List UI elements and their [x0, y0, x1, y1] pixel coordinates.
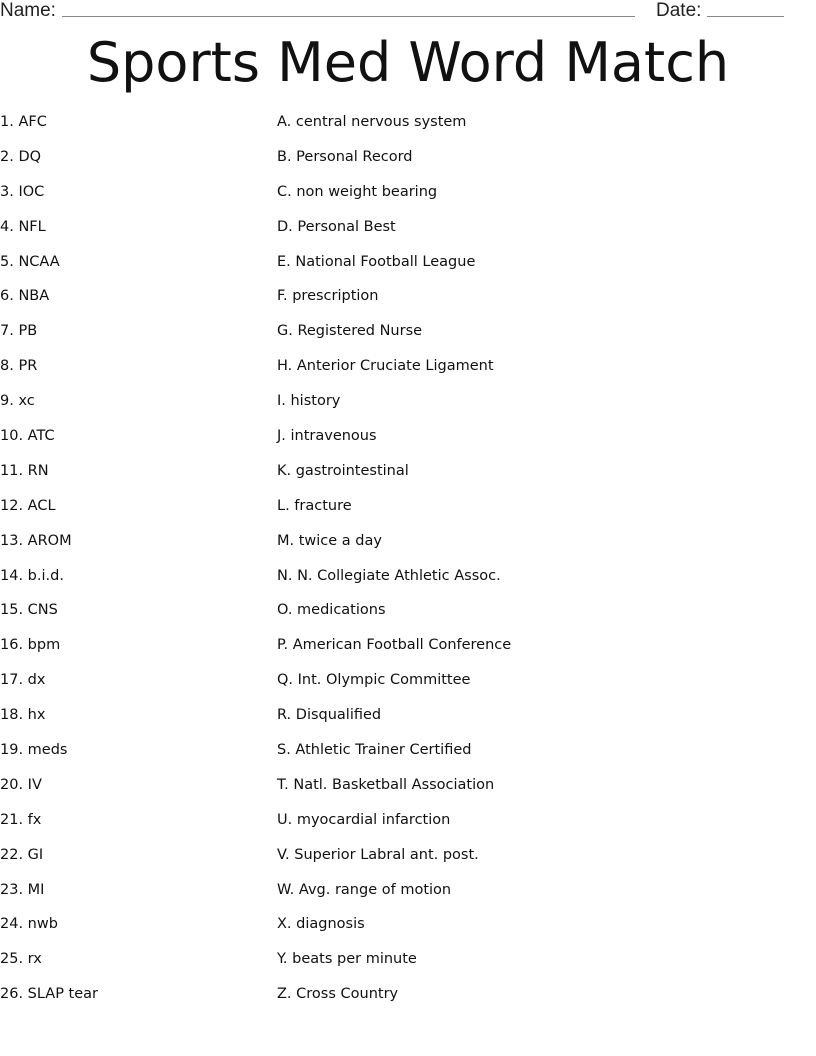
definition-item: K. gastrointestinal: [277, 462, 409, 479]
definition-item: V. Superior Labral ant. post.: [277, 846, 479, 863]
term-item: 9. xc: [0, 393, 35, 410]
term-item: 5. NCAA: [0, 253, 60, 270]
definition-item: X. diagnosis: [277, 916, 365, 933]
term-item: 2. DQ: [0, 148, 42, 165]
name-blank-line: [62, 16, 635, 17]
term-item: 10. ATC: [0, 428, 55, 445]
definition-item: M. twice a day: [277, 532, 382, 549]
definition-item: D. Personal Best: [277, 218, 396, 235]
term-item: 20. IV: [0, 776, 42, 793]
definition-item: N. N. Collegiate Athletic Assoc.: [277, 567, 501, 584]
definition-item: O. medications: [277, 602, 386, 619]
term-item: 1. AFC: [0, 114, 47, 130]
term-item: 7. PB: [0, 323, 38, 340]
term-item: 25. rx: [0, 951, 42, 968]
term-item: 12. ACL: [0, 497, 56, 514]
term-item: 16. bpm: [0, 637, 61, 654]
definition-item: T. Natl. Basketball Association: [277, 776, 495, 793]
definition-item: Q. Int. Olympic Committee: [277, 672, 471, 689]
definition-item: P. American Football Conference: [277, 637, 512, 654]
term-item: 24. nwb: [0, 916, 58, 933]
definition-item: G. Registered Nurse: [277, 323, 423, 340]
definition-item: H. Anterior Cruciate Ligament: [277, 358, 494, 375]
definitions-column: [277, 110, 797, 1017]
definition-item: B. Personal Record: [277, 148, 413, 165]
definition-item: S. Athletic Trainer Certified: [277, 742, 472, 759]
term-item: 19. meds: [0, 742, 68, 759]
definition-item: A. central nervous system: [277, 114, 467, 130]
definition-item: Y. beats per minute: [277, 951, 417, 968]
term-item: 8. PR: [0, 358, 38, 375]
name-label: Name:: [0, 0, 56, 21]
date-label: Date:: [656, 0, 702, 21]
definition-item: E. National Football League: [277, 253, 476, 270]
worksheet-title: Sports Med Word Match: [86, 31, 730, 94]
term-item: 14. b.i.d.: [0, 567, 64, 584]
terms-column: [0, 110, 270, 1017]
term-item: 13. AROM: [0, 532, 72, 549]
term-item: 3. IOC: [0, 183, 45, 200]
term-item: 26. SLAP tear: [0, 986, 99, 1003]
term-item: 11. RN: [0, 462, 49, 479]
definition-item: C. non weight bearing: [277, 183, 438, 200]
term-item: 18. hx: [0, 707, 46, 724]
term-item: 6. NBA: [0, 288, 50, 305]
definition-item: F. prescription: [277, 288, 379, 305]
term-item: 17. dx: [0, 672, 46, 689]
term-item: 4. NFL: [0, 218, 46, 235]
term-item: 22. GI: [0, 846, 44, 863]
date-blank-line: [707, 16, 784, 17]
definition-item: Z. Cross Country: [277, 986, 399, 1003]
definition-item: I. history: [277, 393, 341, 410]
worksheet-header: [0, 0, 816, 24]
term-item: 21. fx: [0, 811, 42, 828]
definition-item: J. intravenous: [277, 428, 377, 445]
term-item: 23. MI: [0, 881, 45, 898]
definition-item: R. Disqualified: [277, 707, 382, 724]
definition-item: U. myocardial infarction: [277, 811, 451, 828]
definition-item: W. Avg. range of motion: [277, 881, 452, 898]
definition-item: L. fracture: [277, 497, 352, 514]
term-item: 15. CNS: [0, 602, 58, 619]
